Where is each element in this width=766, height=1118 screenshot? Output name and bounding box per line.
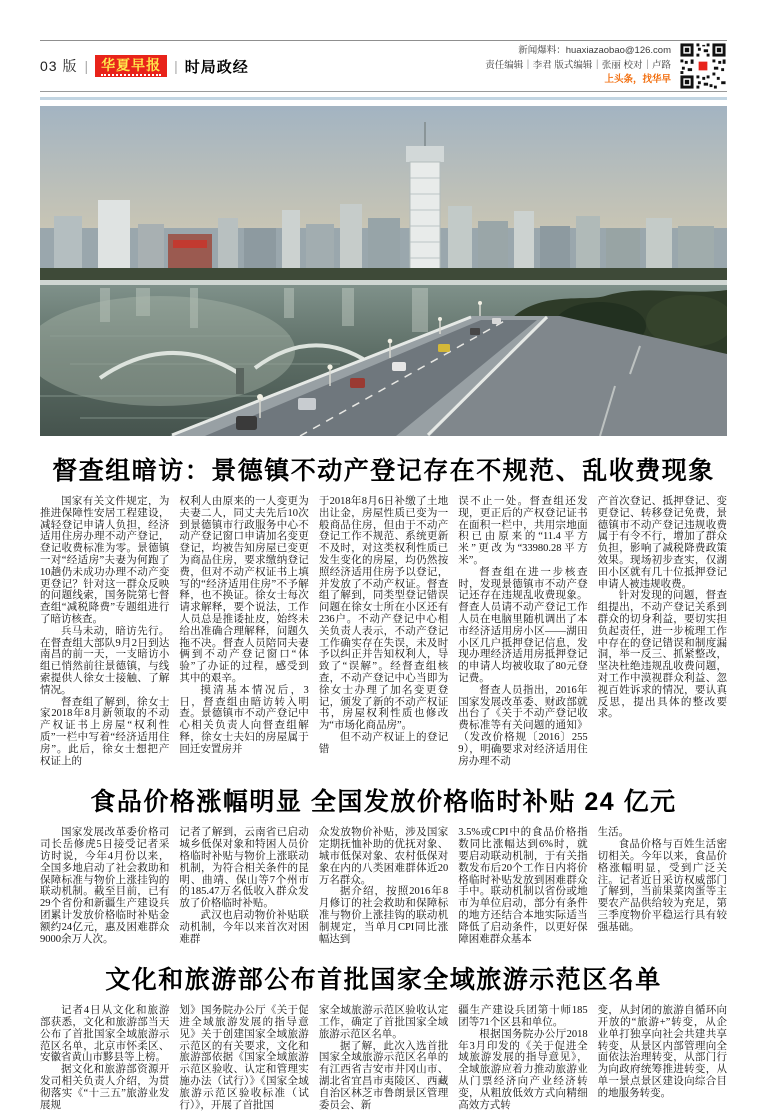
paragraph: 督查人员指出，2016年国家发展改革委、财政部就出台了《关于不动产登记收费标准等有关问题的通知》（发改价格规〔2016〕2559），明确要求对经济适用住房办理不动	[458, 684, 588, 767]
header-blue-rule	[40, 97, 727, 100]
paragraph: 误不止一处。督查组还发现，更正后的产权登记证书在面积一栏中，共用宗地面积已由原来的“11.4平方米”更改为“33980.28平方米”。	[458, 496, 588, 566]
paragraph: 但不动产权证上的登记错	[318, 731, 449, 755]
article-headline: 食品价格涨幅明显 全国发放价格临时补贴 24 亿元	[90, 788, 677, 817]
article-headline: 督查组暗访：景德镇不动产登记存在不规范、乱收费现象	[52, 457, 715, 485]
river-bridge-cityscape-photo	[40, 106, 727, 436]
paragraph: 据文化和旅游部资源开发司相关负责人介绍，为贯彻落实《“十三五”旅游业发展规	[40, 1064, 170, 1111]
text-column	[458, 827, 587, 945]
paragraph: 产首次登记、抵押登记、变更登记、转移登记免费，景德镇市不动产登记违规收费属于有令不行，增加了群众负担，影响了减税降费政策效果。现场初步查实，仅湖田小区就有几十位抵押登记申请人被违规收费。	[597, 496, 728, 590]
riverbank-trees	[40, 268, 727, 282]
red-building-sign	[173, 240, 207, 248]
tall-tower	[410, 162, 440, 281]
text-column	[458, 1005, 587, 1111]
tower-top	[406, 146, 444, 162]
text-column	[319, 1005, 448, 1111]
text-column	[458, 496, 587, 767]
header-left	[40, 55, 249, 77]
paragraph: 众发放物价补贴，涉及国家定期抚恤补助的优抚对象、城市低保对象、农村低保对象在内的八类困难群体近20万名群众。	[318, 827, 449, 886]
paragraph: 3.5%或CPI中的食品价格指数同比涨幅达到6%时，就要启动联动机制，于有关指数发布后20个工作日内将价格临时补贴发放到困难群众手中。联动机制以省份或地市为单位启动，部分有条件的地方还结合本地实际适当降低了启动条件，以更好保障困难群众基本	[458, 827, 588, 945]
newspaper-page	[0, 40, 766, 1111]
editor-credits: 责任编辑｜李君 版式编辑｜张丽 校对｜卢路	[485, 59, 671, 71]
article-food-prices	[40, 782, 727, 945]
text-column	[319, 827, 448, 945]
article-inspection	[40, 451, 727, 767]
paragraph: 生活。	[597, 827, 630, 839]
separator: |	[174, 58, 178, 74]
paragraph: 变，从封闭的旅游自循环向开放的“旅游+”转变，从企业单打独享向社会共建共享转变，从景区内部管理向全面依法治理转变，从部门行为向政府统筹推进转变，从单一景点景区建设向综合目的地服务转变。	[597, 1005, 728, 1099]
paragraph: 针对发现的问题，督查组提出，不动产登记关系到群众的切身利益，要切实担负起责任，进一步梳理工作中存在的登记错误和制度漏洞，举一反三、抓紧整改，坚决杜绝违规乱收费问题，对工作中漠视群众利益、忽视百姓诉求的情况，要认真反思，提出具体的整改要求。	[597, 590, 728, 720]
paragraph: 根据国务院办公厅2018年3月印发的《关于促进全域旅游发展的指导意见》，全域旅游应着力推动旅游业从门票经济向产业经济转变，从粗放低效方式向精细高效方式转	[458, 1028, 588, 1111]
masthead-tagline-strip	[101, 74, 161, 76]
article-body	[40, 827, 727, 945]
paragraph: 摸清基本情况后，3日，督查组由暗访转入明查。景德镇市不动产登记中心相关负责人向督查组解释，徐女士夫妇的房屋属于回迁安置房并	[179, 684, 309, 755]
article-tourism-zones	[40, 960, 727, 1111]
qr-caption: 上头条，找华早	[604, 74, 671, 86]
paragraph: 武汉也启动物价补贴联动机制，今年以来首次对困难群	[179, 909, 309, 945]
text-column	[179, 827, 308, 945]
separator: |	[84, 58, 89, 74]
paragraph: 兵马未动，暗访先行。在督查组大部队9月2日到达南昌的前一天，一支暗访小组已悄然前往景德镇，与线索提供人徐女士接触、了解情况。	[40, 625, 170, 696]
paragraph: 权利人由原来的一人变更为夫妻二人，同丈夫先后10次到景德镇市行政服务中心不动产登记窗口申请加名变更登记，均被告知房屋已变更为商品住房，要求缴纳登记费，但对不动产权证书上填写的“经济适用住房”不予解释，也不换证。徐女士每次请求解释，要个说法，工作人员总是推诿扯皮，始终未给出准确合理解释，问题久拖不决。督查人员陪同夫妻俩到不动产登记窗口“体验”了办证的过程，感受到其中的艰辛。	[179, 496, 309, 684]
masthead-title: 华夏早报	[101, 56, 162, 73]
article-headline: 文化和旅游部公布首批国家全域旅游示范区名单	[105, 966, 662, 995]
paragraph: 国家发展改革委价格司司长岳修虎5日接受记者采访时说，今年4月份以来，全国多地启动了社会救助和保障标准与物价上涨挂钩的联动机制。截至目前，已有29个省份和新疆生产建设兵团累计发放价格临时补贴金额约24亿元，惠及困难群众9000余万人次。	[40, 827, 170, 945]
text-column	[319, 496, 448, 767]
taxi	[438, 344, 450, 352]
qr-code-graphic	[679, 42, 727, 90]
article-body	[40, 496, 727, 767]
paragraph: 食品价格与百姓生活密切相关。今年以来，食品价格涨幅明显，受到广泛关注。记者近日采访权威部门了解到，当前果菜肉蛋等主要农产品供给较为充足，第三季度物价平稳运行具有较强基础。	[597, 839, 728, 933]
header-rule	[40, 91, 727, 92]
paragraph: 督查组在进一步核查时，发现景德镇市不动产登记还存在违规乱收费现象。督查人员请不动产登记工作人员在电脑里随机调出了本市经济适用房小区——湖田小区几户抵押登记信息，发现办理经济适用房抵押登记的申请人均被收取了80元登记费。	[458, 566, 588, 684]
article-body	[40, 1005, 727, 1111]
text-column	[598, 496, 727, 767]
paragraph: 疆生产建设兵团第十师185团等71个区县和单位。	[458, 1005, 588, 1029]
paragraph: 据了解，此次入选首批国家全域旅游示范区名单的有江西省吉安市井冈山市、湖北省宜昌市夷陵区、西藏自治区林芝市鲁朗景区管理委员会、新	[318, 1040, 449, 1111]
paragraph: 记者4日从文化和旅游部获悉，文化和旅游部当天公布了首批国家全域旅游示范区名单，北京市怀柔区、安徽省黄山市黟县等上榜。	[40, 1005, 170, 1064]
lead-photo	[40, 106, 727, 436]
qr-center-badge	[699, 62, 708, 71]
paragraph: 据介绍，按照2016年8月修订的社会救助和保障标准与物价上涨挂钩的联动机制规定，当单月CPI同比涨幅达到	[318, 886, 449, 945]
news-tipline: 新闻爆料：huaxiazaobao@126.com	[518, 44, 671, 56]
text-column	[40, 496, 169, 767]
paragraph: 督查组了解到，徐女士家2018年8月新领取的不动产权证书上房屋“权利性质”一栏中写着“经济适用住房”。此后，徐女士想把产权证上的	[40, 696, 170, 767]
paragraph: 于2018年8月6日补缴了土地出让金，房屋性质已变为一般商品住房，但由于不动产登记工作不规范、系统更新不及时，对这类权利性质已发生变化的房屋，均仍然按照经济适用住房予以登记，并发放了不动产权证。督查组了解到，同类型登记错误问题在徐女士所在小区还有236户。不动产登记中心相关负责人表示，不动产登记工作确实存在失误，未及时予以纠正并告知权利人，导致了“误解”。经督查组核查，不动产登记中心当即为徐女士办理了加名变更登记，颁发了新的不动产权证书，房屋权利性质也修改为“市场化商品房”。	[318, 496, 449, 732]
header-right	[485, 44, 671, 88]
page-number: 03 版	[40, 58, 78, 74]
text-column	[598, 1005, 727, 1111]
paragraph: 家全域旅游示范区验收认定工作，确定了首批国家全域旅游示范区名单。	[318, 1005, 449, 1040]
paragraph: 记者了解到，云南省已启动城乡低保对象和特困人员价格临时补贴与物价上涨联动机制，为符合相关条件的昆明、曲靖、保山等7个州市的185.47万名低收入群众发放了价格临时补贴。	[179, 827, 309, 910]
text-column	[598, 827, 727, 945]
paragraph: 国家有关文件规定，为推进保障性安居工程建设，减轻登记申请人负担，经济适用住房办理不动产登记，登记收费标准为零。景德镇一对“经适房”夫妻为何跑了10趟仍未成功办理不动产变更登记？针对这一群众反映的问题线索，国务院第七督查组“减税降费”专题组进行了暗访核查。	[40, 496, 170, 625]
text-column	[40, 1005, 169, 1111]
paragraph: 划》国务院办公厅《关于促进全域旅游发展的指导意见》关于创建国家全域旅游示范区的有关要求，文化和旅游部依据《国家全域旅游示范区验收、认定和管理实施办法（试行）》《国家全域旅游示范区验收标准（试行）》，开展了首批国	[179, 1005, 309, 1111]
embankment-wall	[40, 280, 727, 285]
text-column	[179, 496, 308, 767]
text-column	[40, 827, 169, 945]
masthead-logo	[95, 55, 167, 77]
section-title: 时局政经	[184, 58, 249, 76]
page-header	[40, 41, 727, 91]
text-column	[179, 1005, 308, 1111]
qr-code	[679, 42, 727, 90]
